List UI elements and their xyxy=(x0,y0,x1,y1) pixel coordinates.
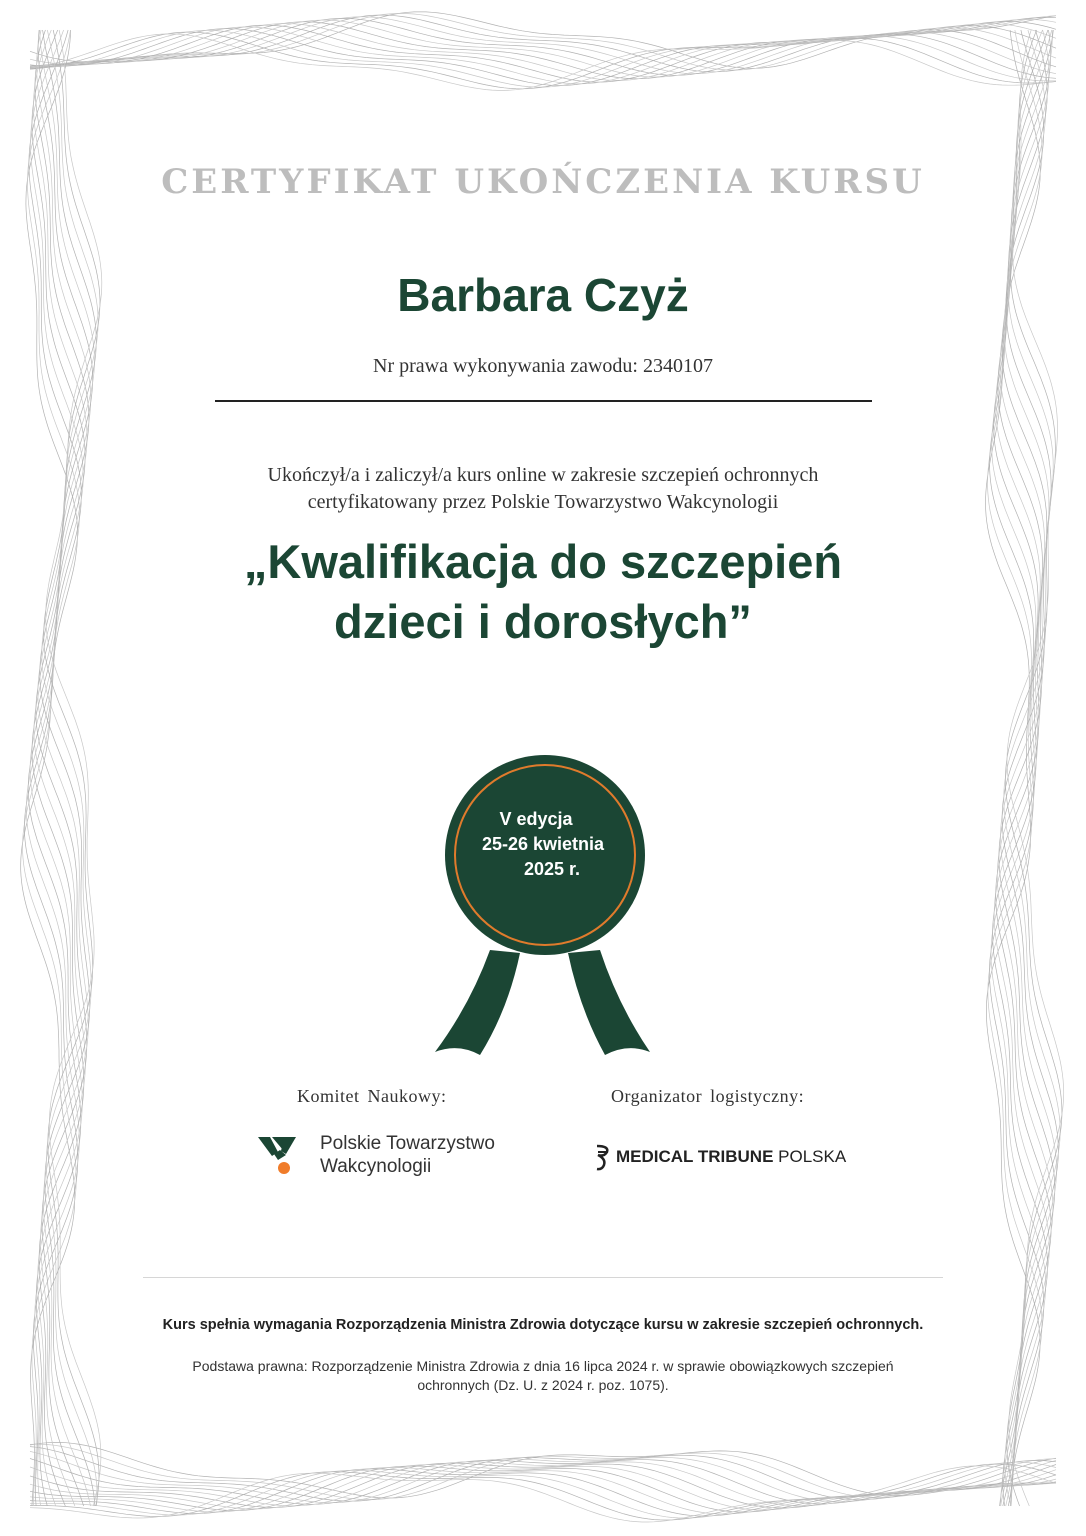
border-wave-line xyxy=(30,1463,1056,1508)
badge-circle xyxy=(445,755,645,955)
badge-year: 2025 r. xyxy=(523,859,581,879)
border-wave-line xyxy=(991,30,1046,1506)
border-wave-line xyxy=(28,30,85,1506)
border-wave-line xyxy=(988,30,1042,1506)
course-title-line-2: dzieci i dorosłych” xyxy=(334,595,752,648)
border-wave-line xyxy=(30,13,1056,70)
ptw-name-line-2: Wakcynologii xyxy=(320,1156,432,1177)
certificate-title: CERTYFIKAT UKOŃCZENIA KURSU xyxy=(161,162,925,202)
border-wave-line xyxy=(30,34,1056,91)
ribbon-left xyxy=(435,950,520,1055)
scientific-committee-label: Komitet Naukowy: xyxy=(297,1086,447,1106)
border-band xyxy=(21,30,102,1506)
rosette-badge xyxy=(420,750,670,1080)
border-wave-line xyxy=(996,30,1051,1506)
border-wave-line xyxy=(42,30,98,1506)
legal-line-2: ochronnych (Dz. U. z 2024 r. poz. 1075). xyxy=(417,1377,669,1393)
medical-tribune-country: POLSKA xyxy=(778,1147,847,1166)
recipient-name: Barbara Czyż xyxy=(397,269,689,321)
border-wave-line xyxy=(30,18,1056,75)
border-wave-line xyxy=(30,20,1056,77)
border-band xyxy=(30,12,1056,91)
description-line-2: certyfikatowany przez Polskie Towarzystwo Wakcynologii xyxy=(307,491,779,513)
description-line-1: Ukończył/a i zaliczył/a kurs online w zakresie szczepień ochronnych xyxy=(267,464,819,486)
border-wave-line xyxy=(30,1442,1056,1498)
license-number: Nr prawa wykonywania zawodu: 2340107 xyxy=(373,355,713,377)
medical-tribune-logo-icon xyxy=(594,1143,612,1173)
name-divider xyxy=(215,400,872,402)
border-wave-line xyxy=(994,30,1049,1506)
ptw-logo-icon xyxy=(256,1132,316,1182)
course-title xyxy=(0,532,1086,652)
medical-tribune-name: MEDICAL TRIBUNE xyxy=(616,1147,774,1166)
ptw-name-line-1: Polskie Towarzystwo xyxy=(320,1133,495,1154)
border-wave-line xyxy=(21,30,78,1506)
border-band xyxy=(986,30,1064,1506)
ribbon-right xyxy=(568,950,650,1055)
ptw-logo-text xyxy=(320,1132,495,1178)
border-wave-line xyxy=(36,30,93,1506)
course-description xyxy=(0,462,1086,516)
footer-legal-basis xyxy=(0,1357,1086,1395)
footer-divider xyxy=(143,1277,943,1278)
border-wave-line xyxy=(993,30,1048,1506)
course-title-line-1: „Kwalifikacja do szczepień xyxy=(243,535,843,588)
badge-dates: 25-26 kwietnia xyxy=(481,834,605,854)
footer-requirement: Kurs spełnia wymagania Rozporządzenia Ministra Zdrowia dotyczące kursu w zakresie szczepień ochronnych. xyxy=(162,1317,924,1333)
border-band xyxy=(30,1442,1056,1522)
badge-edition: V edycja xyxy=(499,809,573,829)
border-wave-line xyxy=(1005,30,1062,1506)
logistics-organizer-label: Organizator logistyczny: xyxy=(611,1086,805,1106)
legal-line-1: Podstawa prawna: Rozporządzenie Ministra Zdrowia z dnia 16 lipca 2024 r. w sprawie obowiązkowych szczepień xyxy=(192,1358,894,1374)
medical-tribune-logo-text xyxy=(616,1147,846,1167)
